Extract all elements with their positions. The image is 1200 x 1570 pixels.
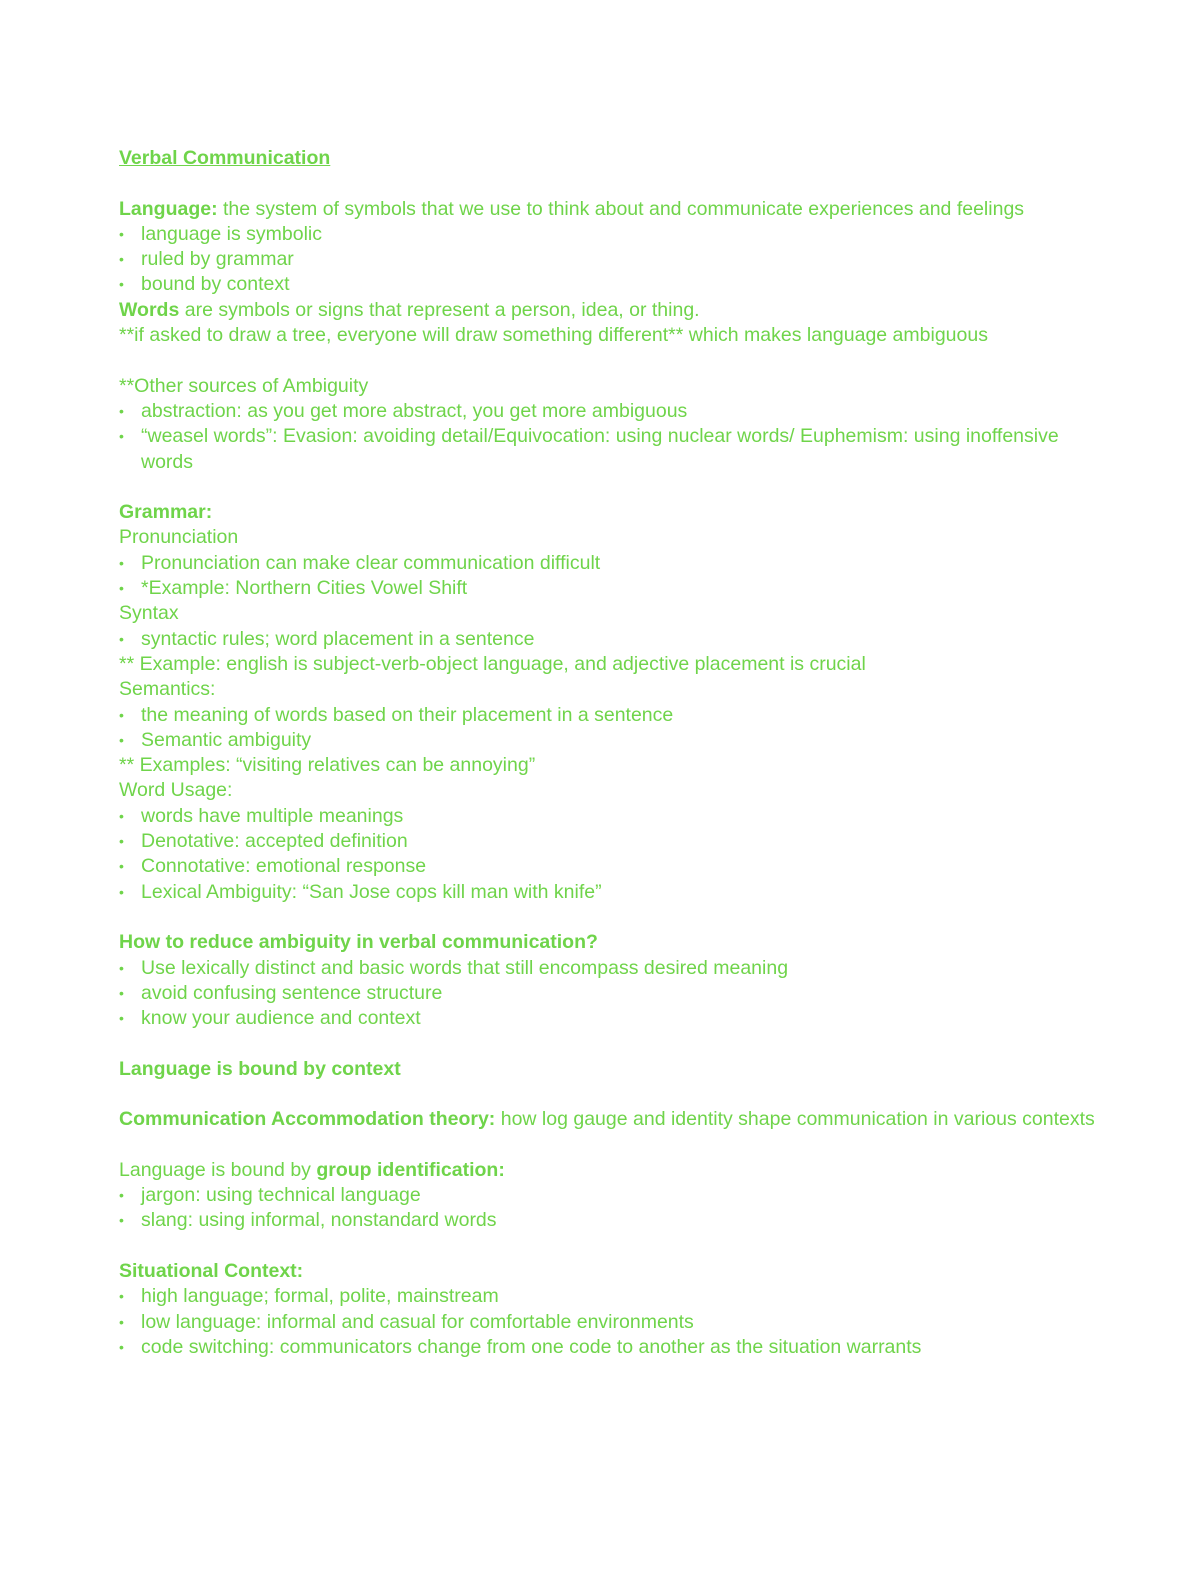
reduce-ambiguity-heading: How to reduce ambiguity in verbal communication?: [119, 931, 598, 954]
bullet-icon: •: [119, 402, 124, 419]
bullet-icon: •: [119, 807, 124, 824]
bullet-icon: •: [119, 984, 124, 1001]
list-item: • *Example: Northern Cities Vowel Shift: [119, 576, 1109, 601]
list-item: • Pronunciation can make clear communication difficult: [119, 551, 1109, 576]
bullet-icon: •: [119, 1212, 124, 1229]
list-item: • high language; formal, polite, mainstream: [119, 1284, 1109, 1309]
bullet-icon: •: [119, 630, 124, 647]
list-item: • know your audience and context: [119, 1006, 1109, 1031]
document-title: Verbal Communication: [119, 147, 331, 169]
pronunciation-label: Pronunciation: [119, 526, 239, 549]
word-usage-label: Word Usage:: [119, 779, 233, 802]
bullet-icon: •: [119, 833, 124, 850]
list-item: • avoid confusing sentence structure: [119, 981, 1109, 1006]
spacer: [119, 905, 1109, 930]
bullet-icon: •: [119, 706, 124, 723]
semantics-label: Semantics:: [119, 678, 216, 701]
list-item: • slang: using informal, nonstandard words: [119, 1208, 1109, 1233]
cat-term: Communication Accommodation theory:: [119, 1108, 496, 1131]
cat-definition: Communication Accommodation theory: how log gauge and identity shape communication in various contexts: [119, 1108, 1095, 1131]
list-item: • the meaning of words based on their placement in a sentence: [119, 703, 1109, 728]
bullet-icon: •: [119, 731, 124, 748]
bullet-icon: •: [119, 554, 124, 571]
syntax-note: ** Example: english is subject-verb-object language, and adjective placement is crucial: [119, 652, 866, 675]
list-item: • ruled by grammar: [119, 247, 1109, 272]
group-identification-line: Language is bound by group identification:: [119, 1158, 505, 1181]
spacer: [119, 1234, 1109, 1259]
words-definition: Words are symbols or signs that represent a person, idea, or thing.: [119, 298, 700, 321]
bullet-icon: •: [119, 225, 124, 242]
spacer: [119, 1082, 1109, 1107]
list-item: • jargon: using technical language: [119, 1183, 1109, 1208]
group-identification-term: group identification:: [316, 1158, 505, 1181]
list-item: • code switching: communicators change from one code to another as the situation warrants: [119, 1335, 1109, 1360]
list-item: • Semantic ambiguity: [119, 728, 1109, 753]
bullet-icon: •: [119, 1288, 124, 1305]
list-item: • abstraction: as you get more abstract, you get more ambiguous: [119, 399, 1109, 424]
bullet-icon: •: [119, 1338, 124, 1355]
notes-content: [119, 146, 1109, 1360]
list-item: • “weasel words”: Evasion: avoiding detail/Equivocation: using nuclear words/ Euphemism: using inoffensive words: [119, 425, 1059, 473]
words-term: Words: [119, 298, 180, 321]
bullet-icon: •: [119, 959, 124, 976]
language-definition-text: the system of symbols that we use to think about and communicate experiences and feelings: [217, 197, 1025, 220]
bullet-icon: •: [119, 1313, 124, 1330]
bullet-icon: •: [119, 580, 124, 597]
semantics-note: ** Examples: “visiting relatives can be annoying”: [119, 754, 536, 777]
spacer: [119, 1133, 1109, 1158]
list-item: • low language: informal and casual for comfortable environments: [119, 1310, 1109, 1335]
list-item: • bound by context: [119, 272, 1109, 297]
bullet-icon: •: [119, 428, 124, 445]
list-item: • words have multiple meanings: [119, 804, 1109, 829]
ambiguity-heading: **Other sources of Ambiguity: [119, 374, 369, 397]
bullet-icon: •: [119, 276, 124, 293]
list-item: • syntactic rules; word placement in a sentence: [119, 627, 1109, 652]
bullet-icon: •: [119, 251, 124, 268]
spacer: [119, 1031, 1109, 1056]
situational-context-heading: Situational Context:: [119, 1260, 304, 1283]
bullet-icon: •: [119, 1010, 124, 1027]
spacer: [119, 475, 1109, 500]
list-item: • Denotative: accepted definition: [119, 829, 1109, 854]
spacer: [119, 171, 1109, 196]
bullet-icon: •: [119, 1187, 124, 1204]
spacer: [119, 348, 1109, 373]
context-heading: Language is bound by context: [119, 1057, 401, 1080]
grammar-heading: Grammar:: [119, 501, 213, 524]
syntax-label: Syntax: [119, 602, 179, 625]
bullet-icon: •: [119, 858, 124, 875]
tree-note: **if asked to draw a tree, everyone will draw something different** which makes language ambiguous: [119, 324, 988, 347]
list-item: • language is symbolic: [119, 222, 1109, 247]
language-term: Language:: [119, 197, 218, 220]
list-item: • Use lexically distinct and basic words that still encompass desired meaning: [119, 956, 1109, 981]
list-item: • Lexical Ambiguity: “San Jose cops kill man with knife”: [119, 880, 1109, 905]
list-item: • Connotative: emotional response: [119, 854, 1109, 879]
bullet-icon: •: [119, 883, 124, 900]
language-definition: [119, 197, 1109, 222]
